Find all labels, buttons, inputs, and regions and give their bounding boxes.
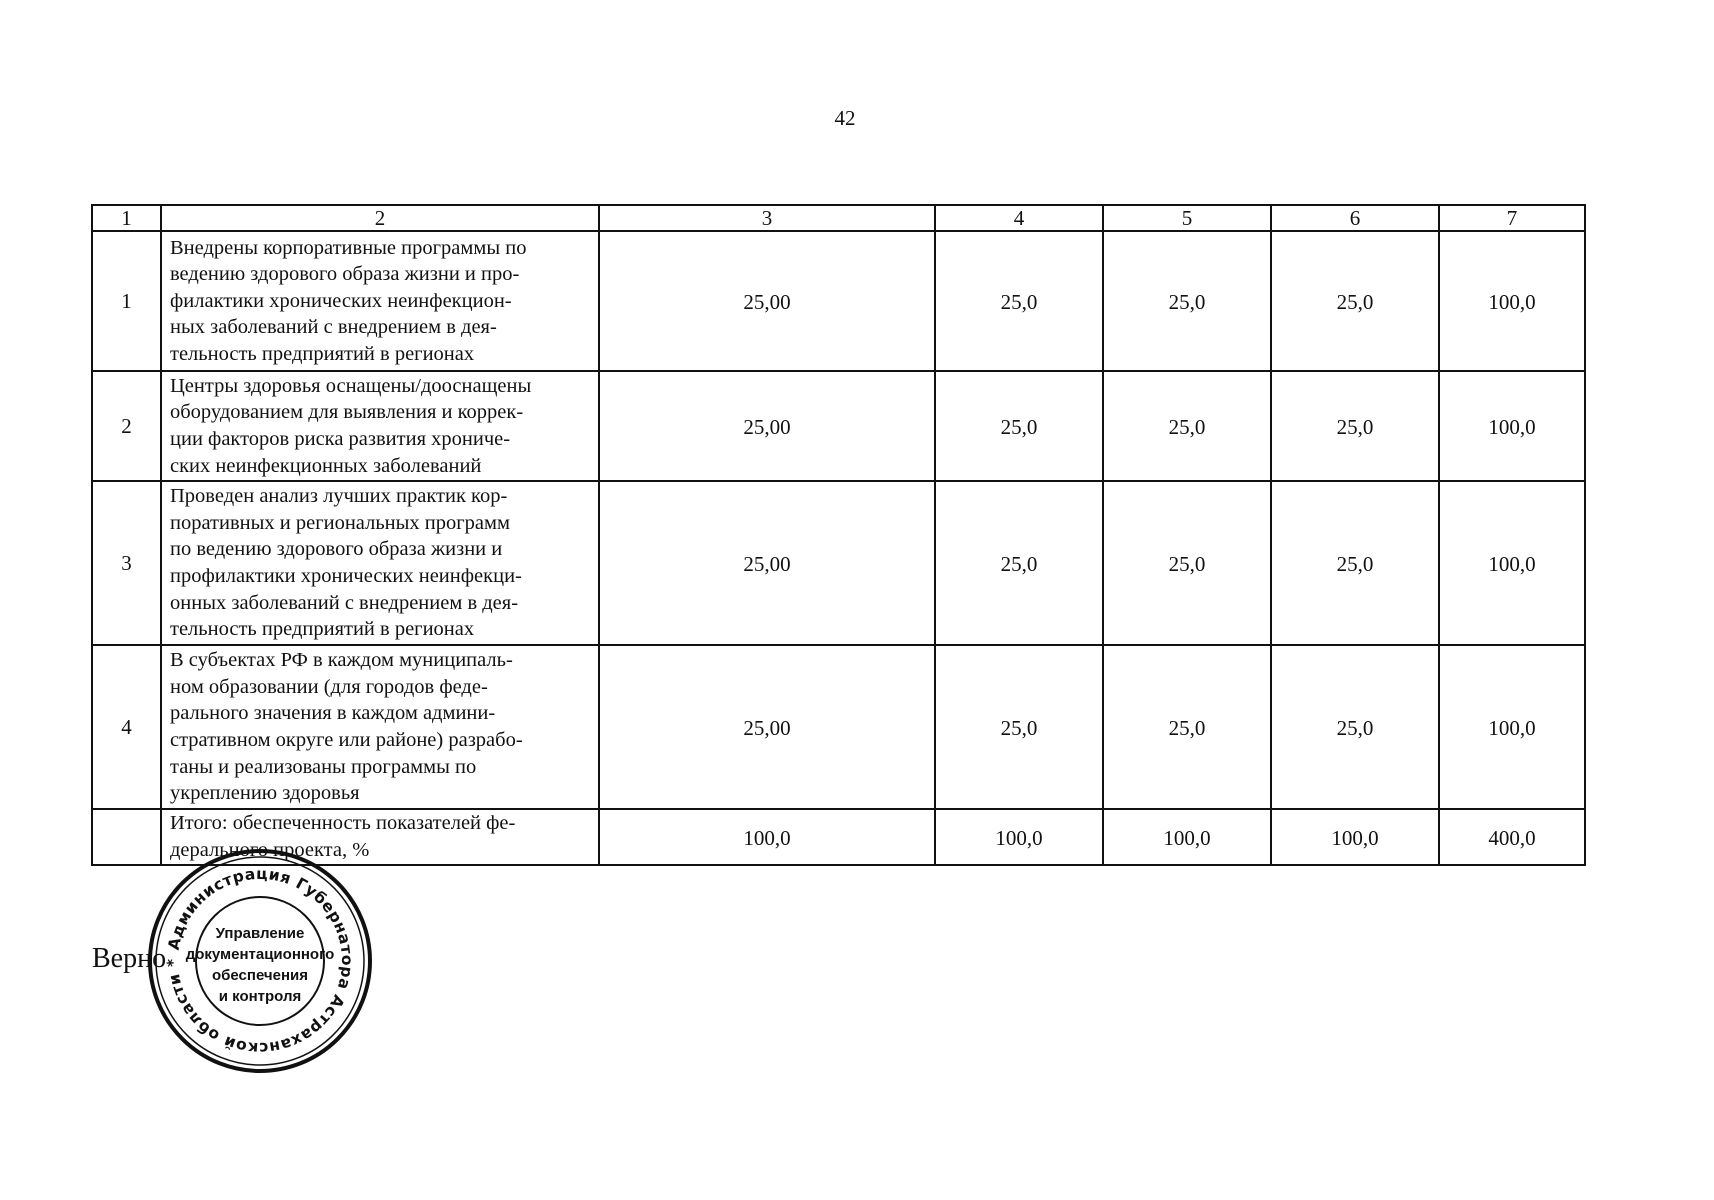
desc-line: Итого: обеспеченность показателей фе- <box>170 812 516 835</box>
value-cell-col3: 25,00 <box>599 371 935 481</box>
value-cell-col3: 25,00 <box>599 645 935 809</box>
value-cell-col3: 25,00 <box>599 481 935 645</box>
desc-line: филактики хронических неинфекцион- <box>170 289 512 312</box>
desc-line: ном образовании (для городов феде- <box>170 675 488 698</box>
value-cell-col6: 100,0 <box>1271 809 1439 865</box>
header-cell: 6 <box>1271 205 1439 231</box>
value-cell-col3: 25,00 <box>599 231 935 371</box>
desc-line: ных заболеваний с внедрением в дея- <box>170 316 497 339</box>
desc-line: ведению здорового образа жизни и про- <box>170 263 520 286</box>
value-cell-col7: 100,0 <box>1439 481 1585 645</box>
desc-line: Проведен анализ лучших практик кор- <box>170 485 508 508</box>
header-cell: 1 <box>92 205 161 231</box>
desc-line: поративных и региональных программ <box>170 511 510 534</box>
desc-line: ских неинфекционных заболеваний <box>170 454 482 477</box>
desc-line: укреплению здоровья <box>170 782 360 805</box>
row-description <box>161 231 599 371</box>
page-number: 42 <box>834 106 856 130</box>
value-cell-col6: 25,0 <box>1271 645 1439 809</box>
row-number: 2 <box>92 371 161 481</box>
desc-line: оборудованием для выявления и коррек- <box>170 401 524 424</box>
header-cell: 3 <box>599 205 935 231</box>
value-cell-col4: 25,0 <box>935 645 1103 809</box>
desc-line: ции факторов риска развития хрониче- <box>170 428 511 450</box>
value-cell-col6: 25,0 <box>1271 231 1439 371</box>
header-cell: 2 <box>161 205 599 231</box>
value-cell-col4: 25,0 <box>935 231 1103 371</box>
value-cell-col5: 25,0 <box>1103 371 1271 481</box>
value-cell-col4: 25,0 <box>935 481 1103 645</box>
value-cell-col7: 100,0 <box>1439 645 1585 809</box>
seal-center-line: обеспечения <box>211 967 309 984</box>
table-row <box>92 481 1585 645</box>
table-row <box>92 645 1585 809</box>
official-seal <box>145 846 375 1076</box>
seal-ring-text: Администрация Губернатора Астраханской области * <box>163 864 357 1058</box>
row-description <box>161 481 599 645</box>
verno-label: Верно <box>92 943 167 974</box>
desc-line: по ведению здорового образа жизни и <box>170 538 503 561</box>
row-number: 1 <box>92 231 161 371</box>
value-cell-col5: 25,0 <box>1103 481 1271 645</box>
seal-graphic <box>145 846 375 1076</box>
value-cell-col4: 100,0 <box>935 809 1103 865</box>
value-cell-col5: 25,0 <box>1103 645 1271 809</box>
value-cell-col7: 100,0 <box>1439 371 1585 481</box>
table-row <box>92 231 1585 371</box>
value-cell-col5: 25,0 <box>1103 231 1271 371</box>
header-cell: 7 <box>1439 205 1585 231</box>
desc-line: Внедрены корпоративные программы по <box>170 236 527 259</box>
value-cell-col4: 25,0 <box>935 371 1103 481</box>
desc-line: рального значения в каждом админи- <box>170 702 496 725</box>
desc-line: Центры здоровья оснащены/дооснащены <box>170 374 532 397</box>
row-number: 3 <box>92 481 161 645</box>
header-cell: 4 <box>935 205 1103 231</box>
desc-line: тельность предприятий в регионах <box>170 618 475 641</box>
desc-line: тельность предприятий в регионах <box>170 342 475 365</box>
desc-line: таны и реализованы программы по <box>170 755 477 778</box>
row-number: 4 <box>92 645 161 809</box>
header-cell: 5 <box>1103 205 1271 231</box>
desc-line: В субъектах РФ в каждом муниципаль- <box>170 649 513 672</box>
value-cell-col5: 100,0 <box>1103 809 1271 865</box>
desc-line: стративном округе или районе) разрабо- <box>170 729 523 751</box>
table-header-row <box>92 205 1585 231</box>
desc-line: дерального проекта, % <box>170 839 370 861</box>
row-description <box>161 371 599 481</box>
desc-line: онных заболеваний с внедрением в дея- <box>170 591 519 614</box>
value-cell-col7: 400,0 <box>1439 809 1585 865</box>
value-cell-col7: 100,0 <box>1439 231 1585 371</box>
seal-center-line: и контроля <box>218 988 302 1005</box>
data-table <box>91 204 1586 866</box>
table-row <box>92 371 1585 481</box>
value-cell-col6: 25,0 <box>1271 371 1439 481</box>
row-description <box>161 645 599 809</box>
value-cell-col6: 25,0 <box>1271 481 1439 645</box>
value-cell-col3: 100,0 <box>599 809 935 865</box>
desc-line: профилактики хронических неинфекци- <box>170 565 522 587</box>
seal-center-line: документационного <box>185 946 335 963</box>
seal-center-line: Управление <box>215 925 305 942</box>
